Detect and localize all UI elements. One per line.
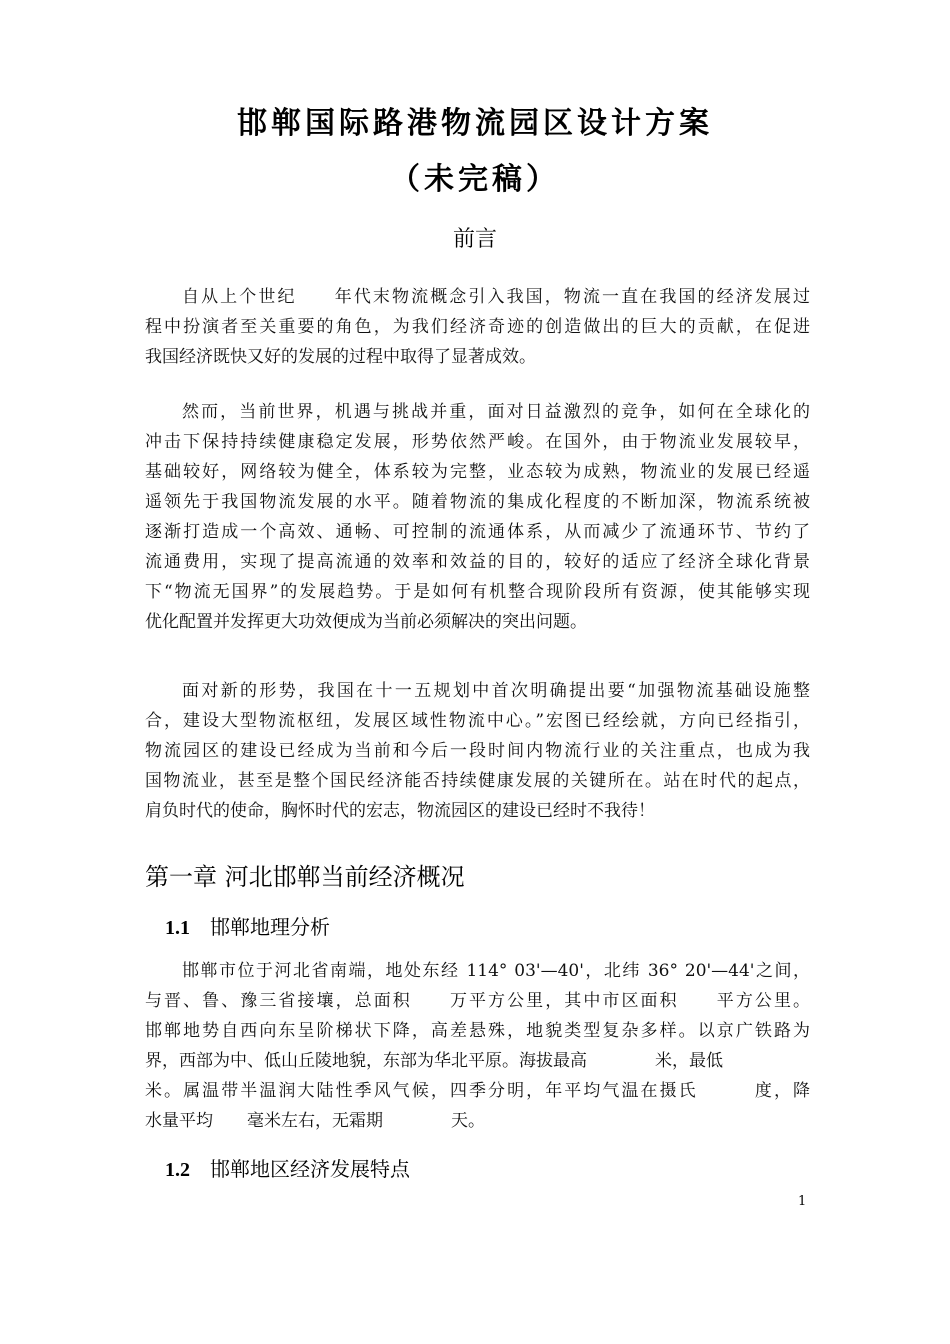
text-line: 自从上个世纪 年代末物流概念引入我国，物流一直在我国的经济发展过 xyxy=(182,287,810,307)
chapter-heading: 第一章 河北邯郸当前经济概况 xyxy=(145,863,465,891)
text-line: 米。属温带半温润大陆性季风气候，四季分明，年平均气温在摄氏 度，降 xyxy=(145,1081,810,1101)
text-line: 我国经济既快又好的发展的过程中取得了显著成效。 xyxy=(145,347,536,367)
section-heading-1-2 xyxy=(165,1153,410,1182)
text-line: 界，西部为中、低山丘陵地貌，东部为华北平原。海拔最高 米，最低 xyxy=(145,1051,723,1071)
section-number: 1.2 xyxy=(165,1159,190,1181)
text-line: 遥领先于我国物流发展的水平。随着物流的集成化程度的不断加深，物流系统被 xyxy=(145,492,810,512)
text-line: 程中扮演者至关重要的角色，为我们经济奇迹的创造做出的巨大的贡献，在促进 xyxy=(145,317,810,337)
preface-paragraph-1 xyxy=(145,282,810,372)
text-line: 基础较好，网络较为健全，体系较为完整，业态较为成熟，物流业的发展已经遥 xyxy=(145,462,810,482)
section-heading-1-1 xyxy=(165,911,330,940)
section-title: 邯郸地理分析 xyxy=(210,915,330,939)
text-line: 优化配置并发挥更大功效便成为当前必须解决的突出问题。 xyxy=(145,612,587,632)
section-1-1-paragraph xyxy=(145,956,810,1136)
text-line: 邯郸市位于河北省南端，地处东经 114° 03'—40'，北纬 36° 20'—44'之间， xyxy=(182,961,810,981)
text-line: 合，建设大型物流枢纽，发展区域性物流中心。”宏图已经绘就，方向已经指引， xyxy=(145,711,810,731)
text-line: 下“物流无国界”的发展趋势。于是如何有机整合现阶段所有资源，使其能够实现 xyxy=(145,582,810,602)
preface-paragraph-2 xyxy=(145,397,810,637)
preface-paragraph-3 xyxy=(145,676,810,826)
text-line: 面对新的形势，我国在十一五规划中首次明确提出要“加强物流基础设施整 xyxy=(182,681,810,701)
section-title: 邯郸地区经济发展特点 xyxy=(210,1157,410,1181)
document-subtitle: （未完稿） xyxy=(390,162,560,197)
text-line: 物流园区的建设已经成为当前和今后一段时间内物流行业的关注重点，也成为我 xyxy=(145,741,810,761)
preface-heading: 前言 xyxy=(452,227,497,252)
text-line: 流通费用，实现了提高流通的效率和效益的目的，较好的适应了经济全球化背景 xyxy=(145,552,810,572)
section-number: 1.1 xyxy=(165,917,190,939)
text-line: 国物流业，甚至是整个国民经济能否持续健康发展的关键所在。站在时代的起点， xyxy=(145,771,810,791)
page-number: 1 xyxy=(798,1194,807,1209)
text-line: 邯郸地势自西向东呈阶梯状下降，高差悬殊，地貌类型复杂多样。以京广铁路为 xyxy=(145,1021,810,1041)
text-line: 逐渐打造成一个高效、通畅、可控制的流通体系，从而减少了流通环节、节约了 xyxy=(145,522,810,542)
text-line: 然而，当前世界，机遇与挑战并重，面对日益激烈的竞争，如何在全球化的 xyxy=(182,402,810,422)
text-line: 与晋、鲁、豫三省接壤，总面积 万平方公里，其中市区面积 平方公里。 xyxy=(145,991,810,1011)
text-line: 肩负时代的使命，胸怀时代的宏志，物流园区的建设已经时不我待！ xyxy=(145,801,655,821)
text-line: 冲击下保持持续健康稳定发展，形势依然严峻。在国外，由于物流业发展较早， xyxy=(145,432,810,452)
text-line: 水量平均 毫米左右，无霜期 天。 xyxy=(145,1111,485,1131)
document-title: 邯郸国际路港物流园区设计方案 xyxy=(237,106,713,141)
